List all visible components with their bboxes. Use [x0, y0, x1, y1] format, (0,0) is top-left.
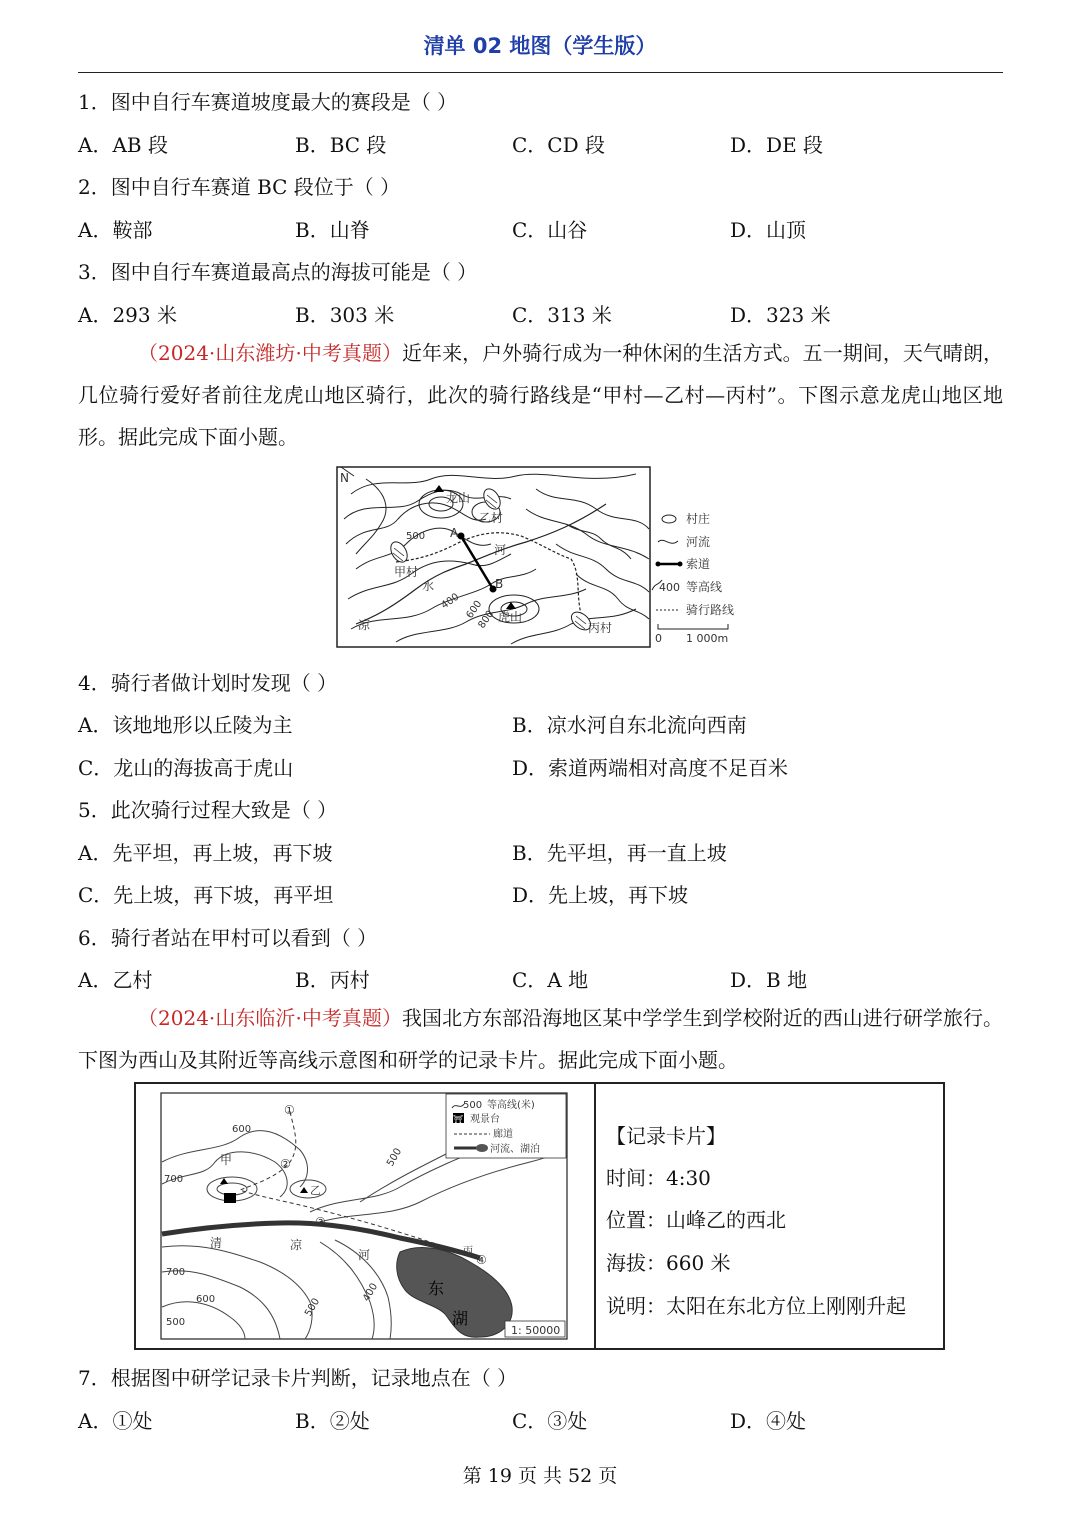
record-card-time: 时间：4:30: [606, 1166, 711, 1190]
header-divider: [78, 72, 1003, 73]
question-4-option-b: B．凉水河自东北流向西南: [512, 713, 747, 737]
map1-contour-600: 600: [464, 598, 485, 621]
map2-contour-400b: 400: [361, 1281, 381, 1304]
question-7-stem: 7．根据图中研学记录卡片判断，记录地点在（ ）: [78, 1366, 518, 1390]
map2-contour-500a: 500: [385, 1146, 405, 1169]
page-footer: 第 19 页 共 52 页: [462, 1465, 618, 1487]
question-4-option-d: D．索道两端相对高度不足百米: [512, 756, 789, 780]
map2-point-1: ①: [284, 1103, 295, 1117]
map1-label-jiacun: 甲村: [394, 565, 419, 579]
question-3-option-a: A．293 米: [78, 303, 177, 327]
map1-cableway-end-a: [458, 533, 465, 540]
question-3-option-c: C．313 米: [512, 303, 612, 327]
question-6-option-d: D．B 地: [730, 968, 808, 992]
question-5-option-a: A．先平坦，再上坡，再下坡: [78, 841, 333, 865]
legend-contour-value: 400: [659, 581, 680, 594]
question-7-option-a: A．①处: [78, 1409, 153, 1433]
map1-label-river-shui: 水: [422, 579, 435, 593]
question-6-stem: 6．骑行者站在甲村可以看到（ ）: [78, 926, 378, 950]
question-5-option-d: D．先上坡，再下坡: [512, 883, 689, 907]
question-6-option-c: C．A 地: [512, 968, 589, 992]
map2-scale: 1: 50000: [511, 1324, 561, 1337]
question-1-option-a: A．AB 段: [78, 133, 168, 157]
legend2-contour-value: 500: [463, 1100, 483, 1111]
passage-2: [78, 997, 1003, 1081]
map2-contour-500c: 500: [303, 1296, 323, 1319]
map1-label-hushan: 虎山: [498, 610, 523, 624]
question-3-option-d: D．323 米: [730, 303, 831, 327]
question-2-stem: 2．图中自行车赛道 BC 段位于（ ）: [78, 175, 401, 199]
map1-contour-800: 800: [476, 608, 497, 631]
map1-contour-400: 400: [439, 591, 462, 612]
map2-contour-600a: 600: [232, 1124, 252, 1135]
map1-legend: [652, 511, 734, 645]
question-7-option-b: B．②处: [295, 1409, 370, 1433]
map1-label-yicun: 乙村: [479, 511, 504, 525]
legend2-water-label: 河流、湖泊: [490, 1144, 540, 1155]
question-2-option-d: D．山顶: [730, 218, 807, 242]
card-divider: [594, 1084, 596, 1348]
xishan-figure-with-record-card: [134, 1082, 945, 1350]
question-3-option-b: B．303 米: [295, 303, 395, 327]
question-3-stem: 3．图中自行车赛道最高点的海拔可能是（ ）: [78, 260, 478, 284]
map1-label-river-he: 河: [494, 543, 507, 557]
question-2-option-c: C．山谷: [512, 218, 588, 242]
legend2-observatory-label: 观景台: [470, 1114, 500, 1125]
map2-contour-700a: 700: [164, 1174, 184, 1185]
legend2-corridor-label: 廊道: [493, 1129, 513, 1140]
longhushan-terrain-map: [336, 464, 746, 650]
map1-scale-end: 1 000m: [686, 632, 729, 645]
legend-river-icon: [658, 540, 678, 543]
map2-contour-600b: 600: [196, 1294, 216, 1305]
xishan-contour-map: [160, 1092, 570, 1342]
map1-label-bingcun: 丙村: [588, 621, 613, 635]
map2-label-he: 河: [358, 1248, 371, 1262]
legend-contour-label: 等高线: [686, 580, 723, 594]
question-1-option-b: B．BC 段: [295, 133, 387, 157]
question-5-option-c: C．先上坡，再下坡，再平坦: [78, 883, 334, 907]
question-5-stem: 5．此次骑行过程大致是（ ）: [78, 798, 338, 822]
legend-village-label: 村庄: [686, 512, 711, 526]
question-6-option-b: B．丙村: [295, 968, 370, 992]
record-card-note: 说明：太阳在东北方位上刚刚升起: [606, 1294, 906, 1318]
map2-label-jia: 甲: [220, 1153, 233, 1167]
question-4-option-a: A．该地地形以丘陵为主: [78, 713, 293, 737]
legend-river-label: 河流: [686, 535, 711, 549]
legend-cableway-label: 索道: [686, 557, 711, 571]
question-4-option-c: C．龙山的海拔高于虎山: [78, 756, 294, 780]
map2-label-dong: 东: [428, 1279, 445, 1298]
map1-scale-bar: [658, 624, 728, 629]
map2-contour-500b: 500: [166, 1317, 186, 1328]
map2-label-liang: 凉: [290, 1238, 303, 1252]
legend-route-label: 骑行路线: [686, 603, 735, 617]
question-2-option-b: B．山脊: [295, 218, 370, 242]
record-card-altitude: 海拔：660 米: [606, 1251, 731, 1275]
question-5-option-b: B．先平坦，再一直上坡: [512, 841, 727, 865]
map1-contour-500: 500: [406, 531, 426, 542]
map2-legend: [446, 1094, 566, 1158]
map2-point-4: ④: [476, 1253, 487, 1267]
map1-north-label: N: [340, 471, 349, 485]
map2-label-qing: 清: [210, 1236, 223, 1250]
legend-village-icon: [662, 515, 676, 523]
question-7-option-d: D．④处: [730, 1409, 807, 1433]
record-card-position: 位置：山峰乙的西北: [606, 1208, 786, 1232]
question-1-option-c: C．CD 段: [512, 133, 605, 157]
passage-1-text: 近年来，户外骑行成为一种休闲的生活方式。五一期间，天气晴朗，几位骑行爱好者前往龙虎山地区骑行，此次的骑行路线是“甲村—乙村—丙村”。下图示意龙虎山地区地形。据此完成下面小题。: [78, 341, 1003, 449]
passage-2-text: 我国北方东部沿海地区某中学学生到学校附近的西山进行研学旅行。下图为西山及其附近等高线示意图和研学的记录卡片。据此完成下面小题。: [78, 1006, 1003, 1072]
map1-label-b: B: [495, 577, 504, 591]
passage-1-source: （2024·山东潍坊·中考真题）: [138, 341, 403, 365]
question-1-option-d: D．DE 段: [730, 133, 824, 157]
map1-scale-zero: 0: [655, 632, 662, 645]
map2-point-2: ②: [280, 1157, 291, 1171]
legend2-observatory-glyph: ⛩: [453, 1115, 464, 1124]
question-6-option-a: A．乙村: [78, 968, 153, 992]
map2-label-bing: 丙: [463, 1246, 473, 1257]
map1-label-river-liang: 凉: [358, 618, 371, 632]
map1-label-longshan: 龙山: [446, 491, 471, 505]
passage-1: [78, 332, 1003, 458]
question-1-stem: 1．图中自行车赛道坡度最大的赛段是（ ）: [78, 90, 458, 114]
map1-label-a: A: [450, 526, 459, 540]
question-7-option-c: C．③处: [512, 1409, 588, 1433]
map2-point-3: ③: [315, 1215, 326, 1229]
map2-contour-700b: 700: [166, 1267, 186, 1278]
passage-2-source: （2024·山东临沂·中考真题）: [138, 1006, 403, 1030]
observatory-icon: [224, 1193, 236, 1203]
page-title: 清单 02 地图（学生版）: [423, 34, 657, 58]
map2-label-yi: 乙: [310, 1184, 321, 1197]
record-card-title: 【记录卡片】: [606, 1124, 726, 1148]
legend2-contour-label: 等高线(米): [487, 1100, 535, 1111]
map2-label-hu: 湖: [452, 1309, 469, 1328]
question-2-option-a: A．鞍部: [78, 218, 153, 242]
question-4-stem: 4．骑行者做计划时发现（ ）: [78, 671, 338, 695]
